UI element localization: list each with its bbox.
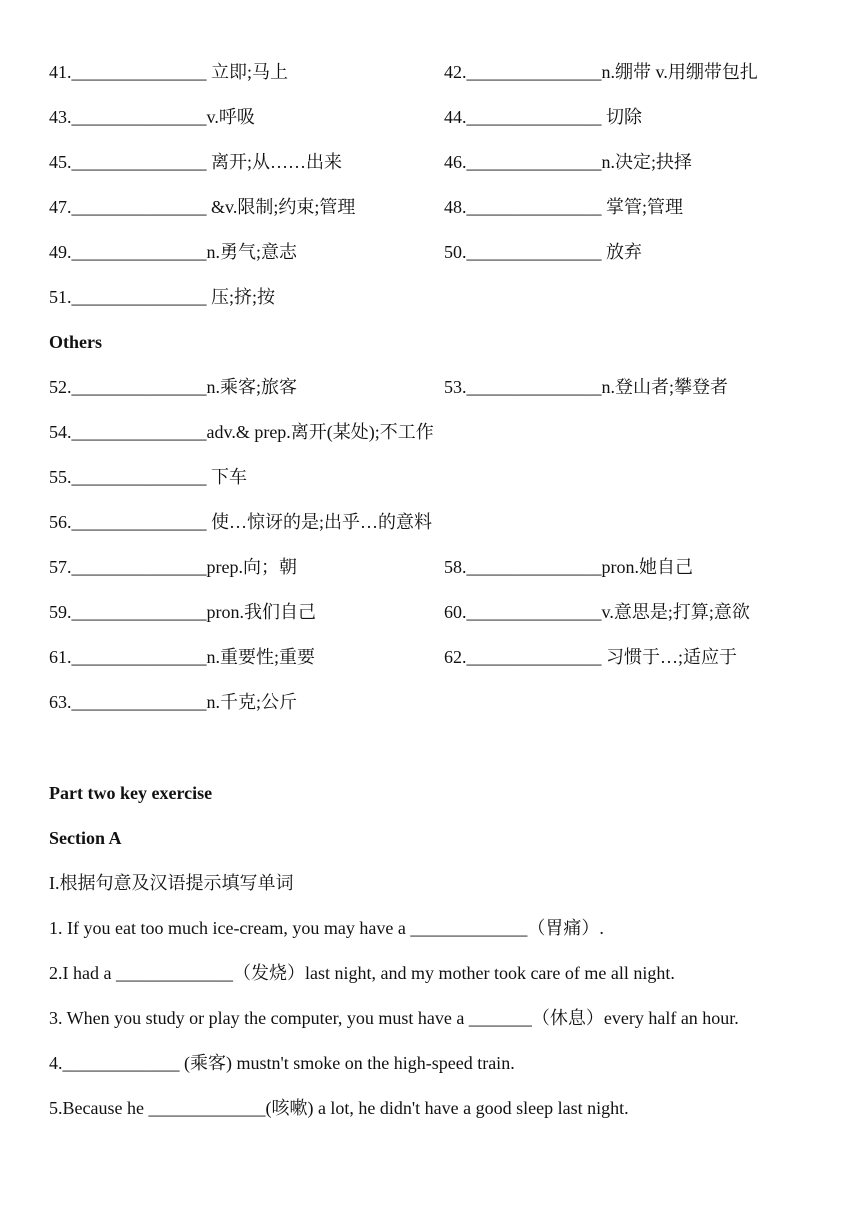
exercise-sentence-2[interactable]: 2.I had a _____________（发烧）last night, and my mother took care of me all night. [49, 963, 675, 983]
item-hint: v.意思是;打算;意欲 [601, 602, 750, 622]
item-number: 63. [49, 692, 72, 712]
answer-blank[interactable]: _______________ [71, 512, 207, 532]
vocab-item-60 [444, 600, 750, 624]
item-hint: adv.& prep.离开(某处);不工作 [206, 422, 434, 442]
item-number: 42. [444, 62, 467, 82]
vocab-item-61 [49, 645, 315, 669]
answer-blank[interactable]: _______________ [466, 647, 602, 667]
item-hint: pron.我们自己 [206, 602, 316, 622]
item-hint: 下车 [206, 467, 247, 487]
item-number: 56. [49, 512, 72, 532]
item-hint: n.乘客;旅客 [206, 377, 298, 397]
item-hint: &v.限制;约束;管理 [206, 197, 356, 217]
vocab-item-57 [49, 555, 297, 579]
vocab-item-51 [49, 285, 275, 309]
item-number: 46. [444, 152, 467, 172]
exercise-instruction: I.根据句意及汉语提示填写单词 [49, 873, 294, 893]
exercise-sentence-4[interactable]: 4._____________ (乘客) mustn't smoke on the high-speed train. [49, 1053, 515, 1073]
vocab-item-42 [444, 60, 758, 84]
answer-blank[interactable]: _______________ [466, 152, 602, 172]
vocab-item-45 [49, 150, 342, 174]
item-number: 58. [444, 557, 467, 577]
vocab-item-55 [49, 465, 247, 489]
vocab-item-53 [444, 375, 728, 399]
answer-blank[interactable]: _______________ [466, 242, 602, 262]
item-number: 44. [444, 107, 467, 127]
item-hint: 压;挤;按 [206, 287, 276, 307]
item-hint: 习惯于…;适应于 [601, 647, 738, 667]
answer-blank[interactable]: _______________ [71, 287, 207, 307]
answer-blank[interactable]: _______________ [466, 62, 602, 82]
item-hint: n.千克;公斤 [206, 692, 298, 712]
answer-blank[interactable]: _______________ [71, 242, 207, 262]
item-hint: 离开;从……出来 [206, 152, 343, 172]
vocab-item-48 [444, 195, 683, 219]
vocab-item-62 [444, 645, 737, 669]
vocab-item-41 [49, 60, 288, 84]
section-a-heading: Section A [49, 828, 122, 848]
item-number: 49. [49, 242, 72, 262]
item-hint: 立即;马上 [206, 62, 289, 82]
item-hint: 切除 [601, 107, 642, 127]
answer-blank[interactable]: _______________ [466, 107, 602, 127]
item-number: 52. [49, 377, 72, 397]
others-heading: Others [49, 332, 102, 352]
answer-blank[interactable]: _______________ [71, 692, 207, 712]
answer-blank[interactable]: _______________ [71, 422, 207, 442]
item-hint: 使…惊讶的是;出乎…的意料 [206, 512, 432, 532]
vocab-item-44 [444, 105, 642, 129]
item-number: 62. [444, 647, 467, 667]
answer-blank[interactable]: _______________ [71, 377, 207, 397]
answer-blank[interactable]: _______________ [71, 467, 207, 487]
answer-blank[interactable]: _______________ [466, 377, 602, 397]
answer-blank[interactable]: _______________ [71, 62, 207, 82]
item-hint: pron.她自己 [601, 557, 693, 577]
answer-blank[interactable]: _______________ [466, 602, 602, 622]
vocab-item-58 [444, 555, 693, 579]
item-hint: prep.向；朝 [206, 557, 297, 577]
answer-blank[interactable]: _______________ [466, 557, 602, 577]
answer-blank[interactable]: _______________ [71, 602, 207, 622]
exercise-sentence-3[interactable]: 3. When you study or play the computer, you must have a _______（休息）every half an hour. [49, 1008, 739, 1028]
item-hint: 掌管;管理 [601, 197, 684, 217]
vocab-item-54 [49, 420, 434, 444]
item-number: 60. [444, 602, 467, 622]
item-number: 43. [49, 107, 72, 127]
answer-blank[interactable]: _______________ [466, 197, 602, 217]
vocab-item-47 [49, 195, 355, 219]
item-hint: n.重要性;重要 [206, 647, 316, 667]
vocab-item-43 [49, 105, 255, 129]
item-number: 51. [49, 287, 72, 307]
item-number: 45. [49, 152, 72, 172]
item-number: 57. [49, 557, 72, 577]
item-number: 61. [49, 647, 72, 667]
item-hint: n.绷带 v.用绷带包扎 [601, 62, 758, 82]
item-hint: n.决定;抉择 [601, 152, 693, 172]
part-two-heading: Part two key exercise [49, 783, 213, 803]
answer-blank[interactable]: _______________ [71, 647, 207, 667]
answer-blank[interactable]: _______________ [71, 107, 207, 127]
item-number: 50. [444, 242, 467, 262]
item-number: 48. [444, 197, 467, 217]
vocab-item-49 [49, 240, 297, 264]
answer-blank[interactable]: _______________ [71, 152, 207, 172]
vocab-item-63 [49, 690, 297, 714]
exercise-sentence-1[interactable]: 1. If you eat too much ice-cream, you may have a _____________（胃痛）. [49, 918, 604, 938]
item-number: 47. [49, 197, 72, 217]
item-number: 59. [49, 602, 72, 622]
exercise-sentence-5[interactable]: 5.Because he _____________(咳嗽) a lot, he didn't have a good sleep last night. [49, 1098, 629, 1118]
item-hint: n.登山者;攀登者 [601, 377, 729, 397]
vocab-item-59 [49, 600, 316, 624]
vocab-item-56 [49, 510, 432, 534]
item-number: 53. [444, 377, 467, 397]
item-hint: 放弃 [601, 242, 642, 262]
vocab-item-50 [444, 240, 642, 264]
answer-blank[interactable]: _______________ [71, 557, 207, 577]
item-number: 54. [49, 422, 72, 442]
item-hint: v.呼吸 [206, 107, 255, 127]
vocab-item-46 [444, 150, 692, 174]
vocab-item-52 [49, 375, 297, 399]
item-number: 55. [49, 467, 72, 487]
item-number: 41. [49, 62, 72, 82]
answer-blank[interactable]: _______________ [71, 197, 207, 217]
item-hint: n.勇气;意志 [206, 242, 298, 262]
